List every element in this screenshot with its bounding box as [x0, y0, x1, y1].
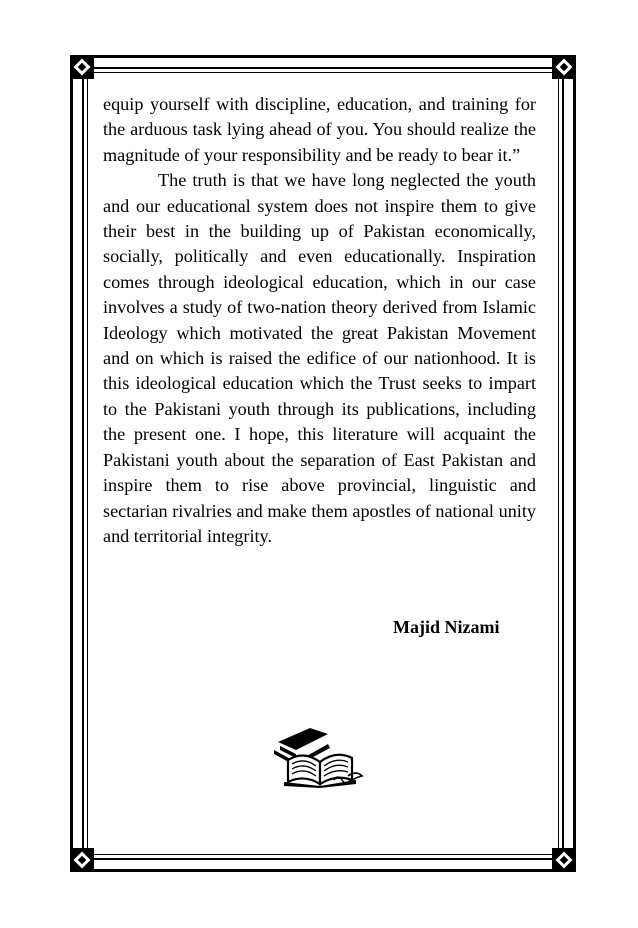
corner-ornament-top-right-icon — [552, 55, 576, 79]
paragraph-main: The truth is that we have long neglected the youth and our educational system does not inspire them to give their best in the building up of Pakistan economically, socially, politically and even educationally. Inspiration comes through ideological education, which in our case involves a study of two-nation theory derived from Islamic Ideology which motivated the great Pakistan Movement and on which is raised the edifice of our nationhood. It is this ideological education which the Trust seeks to impart to the Pakistani youth through its publications, including the present one. I hope, this literature will acquaint the Pakistani youth about the separation of East Pakistan and inspire them to rise above provincial, linguistic and sectarian rivalries and make them apostles of national unity and territorial integrity. — [103, 170, 536, 546]
corner-ornament-bottom-left-icon — [70, 848, 94, 872]
corner-ornament-bottom-right-icon — [552, 848, 576, 872]
open-book-icon — [270, 720, 366, 788]
paragraph-quote-continuation: equip yourself with discipline, education, and training for the arduous task lying ahead of you. You should realize the magnitude of your responsibility and be ready to bear it.” — [103, 94, 536, 165]
signature-name: Majid Nizami — [393, 617, 500, 637]
body-text — [103, 92, 536, 549]
corner-ornament-top-left-icon — [70, 55, 94, 79]
